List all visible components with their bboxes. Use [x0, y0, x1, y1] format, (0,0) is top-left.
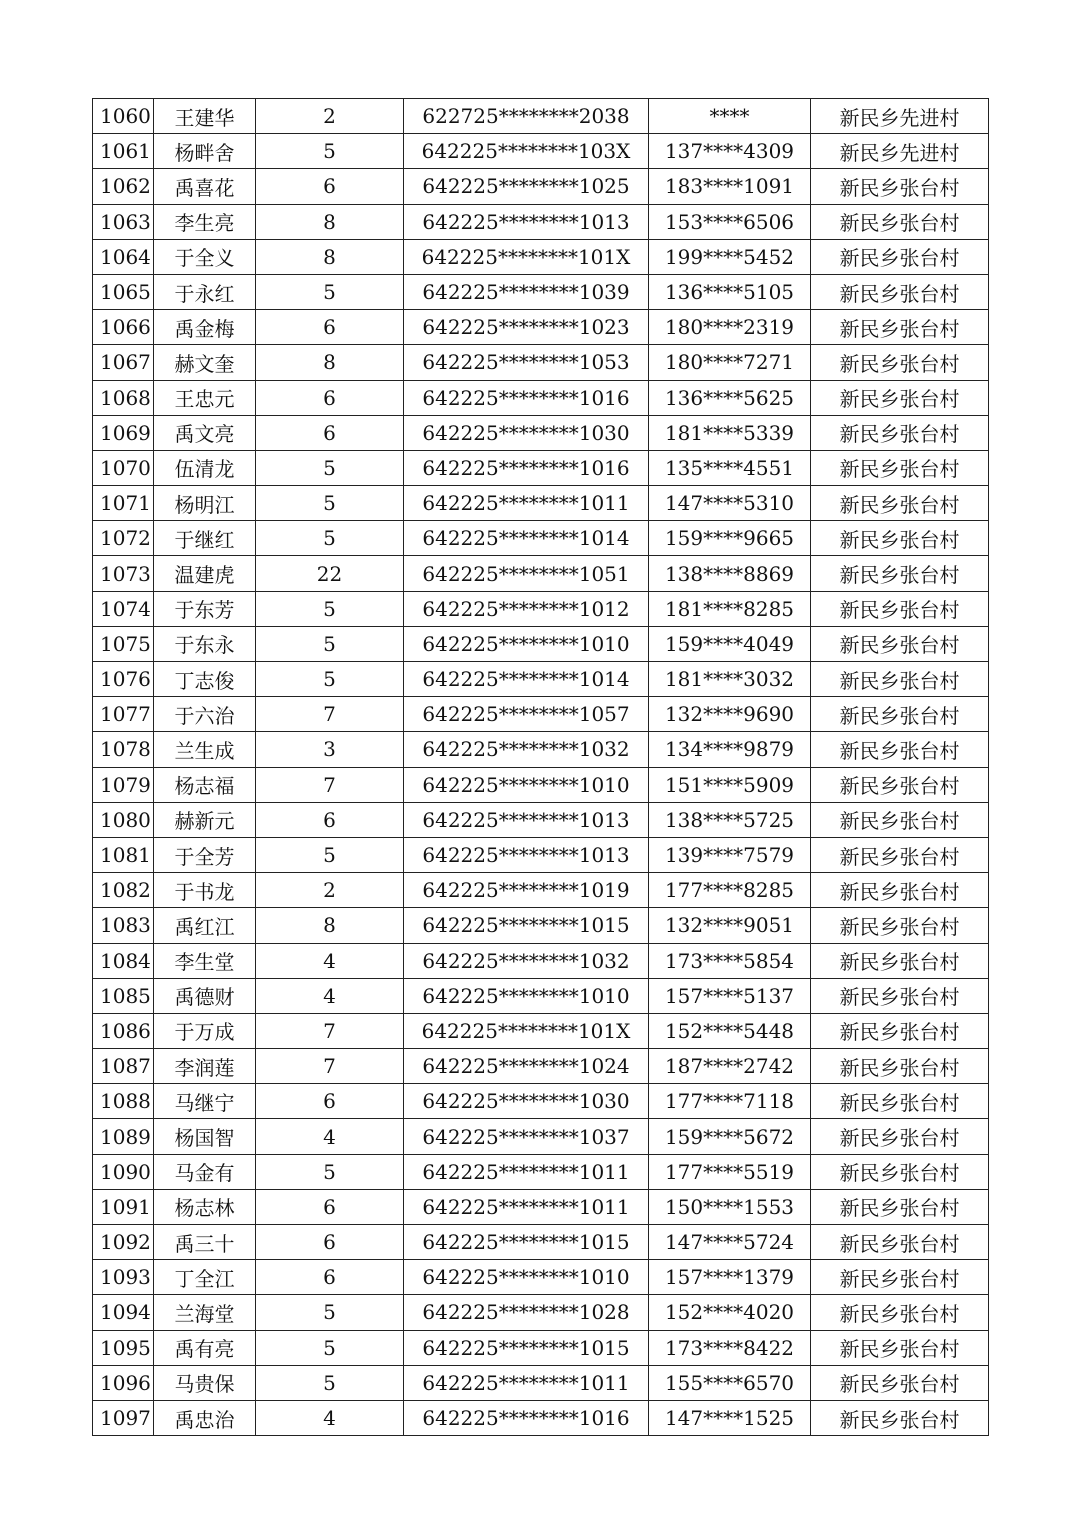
table-row	[93, 1295, 989, 1330]
name-cell: 兰生成	[154, 732, 256, 767]
household-size-cell: 6	[256, 380, 404, 415]
id-number-cell: 642225********1016	[404, 1400, 649, 1435]
address-cell: 新民乡张台村	[811, 837, 989, 872]
address-cell: 新民乡张台村	[811, 310, 989, 345]
table-row	[93, 239, 989, 274]
phone-cell: 139****7579	[649, 837, 811, 872]
phone-cell: 135****4551	[649, 450, 811, 485]
address-cell: 新民乡张台村	[811, 1119, 989, 1154]
phone-cell: 173****5854	[649, 943, 811, 978]
address-cell: 新民乡张台村	[811, 767, 989, 802]
name-cell: 禹德财	[154, 978, 256, 1013]
name-cell: 禹忠治	[154, 1400, 256, 1435]
row-number-cell: 1076	[93, 662, 154, 697]
id-number-cell: 642225********1015	[404, 1330, 649, 1365]
id-number-cell: 642225********1037	[404, 1119, 649, 1154]
id-number-cell: 642225********1013	[404, 204, 649, 239]
id-number-cell: 642225********1012	[404, 591, 649, 626]
row-number-cell: 1090	[93, 1154, 154, 1189]
phone-cell: 147****5310	[649, 486, 811, 521]
name-cell: 兰海堂	[154, 1295, 256, 1330]
id-number-cell: 642225********1030	[404, 1084, 649, 1119]
name-cell: 于书龙	[154, 873, 256, 908]
household-size-cell: 5	[256, 134, 404, 169]
row-number-cell: 1080	[93, 802, 154, 837]
address-cell: 新民乡张台村	[811, 1365, 989, 1400]
table-row	[93, 345, 989, 380]
household-table	[92, 98, 989, 1436]
address-cell: 新民乡张台村	[811, 732, 989, 767]
table-row	[93, 1225, 989, 1260]
address-cell: 新民乡张台村	[811, 697, 989, 732]
household-size-cell: 7	[256, 767, 404, 802]
table-row	[93, 1119, 989, 1154]
table-row	[93, 450, 989, 485]
row-number-cell: 1062	[93, 169, 154, 204]
id-number-cell: 642225********1025	[404, 169, 649, 204]
id-number-cell: 642225********1013	[404, 802, 649, 837]
phone-cell: 138****5725	[649, 802, 811, 837]
phone-cell: 187****2742	[649, 1049, 811, 1084]
phone-cell: 155****6570	[649, 1365, 811, 1400]
household-size-cell: 5	[256, 591, 404, 626]
name-cell: 于东芳	[154, 591, 256, 626]
table-row	[93, 274, 989, 309]
household-size-cell: 6	[256, 802, 404, 837]
table-row	[93, 556, 989, 591]
row-number-cell: 1097	[93, 1400, 154, 1435]
table-row	[93, 908, 989, 943]
household-size-cell: 4	[256, 1400, 404, 1435]
table-row	[93, 415, 989, 450]
phone-cell: 159****4049	[649, 626, 811, 661]
row-number-cell: 1088	[93, 1084, 154, 1119]
row-number-cell: 1068	[93, 380, 154, 415]
id-number-cell: 642225********1032	[404, 943, 649, 978]
address-cell: 新民乡张台村	[811, 1049, 989, 1084]
household-size-cell: 5	[256, 274, 404, 309]
name-cell: 杨国智	[154, 1119, 256, 1154]
name-cell: 于继红	[154, 521, 256, 556]
name-cell: 于全芳	[154, 837, 256, 872]
name-cell: 于六治	[154, 697, 256, 732]
table-row	[93, 1365, 989, 1400]
row-number-cell: 1093	[93, 1260, 154, 1295]
id-number-cell: 642225********1051	[404, 556, 649, 591]
row-number-cell: 1091	[93, 1189, 154, 1224]
phone-cell: 159****9665	[649, 521, 811, 556]
phone-cell: 137****4309	[649, 134, 811, 169]
address-cell: 新民乡张台村	[811, 1189, 989, 1224]
phone-cell: 153****6506	[649, 204, 811, 239]
name-cell: 禹金梅	[154, 310, 256, 345]
name-cell: 于永红	[154, 274, 256, 309]
household-size-cell: 4	[256, 1119, 404, 1154]
address-cell: 新民乡张台村	[811, 1013, 989, 1048]
name-cell: 禹文亮	[154, 415, 256, 450]
row-number-cell: 1069	[93, 415, 154, 450]
id-number-cell: 642225********1016	[404, 450, 649, 485]
address-cell: 新民乡张台村	[811, 380, 989, 415]
row-number-cell: 1064	[93, 239, 154, 274]
id-number-cell: 642225********1032	[404, 732, 649, 767]
phone-cell: 181****8285	[649, 591, 811, 626]
id-number-cell: 622725********2038	[404, 99, 649, 134]
name-cell: 马继宁	[154, 1084, 256, 1119]
phone-cell: 157****1379	[649, 1260, 811, 1295]
id-number-cell: 642225********1030	[404, 415, 649, 450]
row-number-cell: 1081	[93, 837, 154, 872]
name-cell: 李生亮	[154, 204, 256, 239]
phone-cell: 180****2319	[649, 310, 811, 345]
household-size-cell: 6	[256, 1189, 404, 1224]
phone-cell: 177****7118	[649, 1084, 811, 1119]
table-row	[93, 1154, 989, 1189]
phone-cell: 134****9879	[649, 732, 811, 767]
table-row	[93, 662, 989, 697]
table-row	[93, 732, 989, 767]
phone-cell: 152****4020	[649, 1295, 811, 1330]
row-number-cell: 1073	[93, 556, 154, 591]
id-number-cell: 642225********1015	[404, 908, 649, 943]
row-number-cell: 1060	[93, 99, 154, 134]
id-number-cell: 642225********103X	[404, 134, 649, 169]
phone-cell: 181****3032	[649, 662, 811, 697]
household-size-cell: 4	[256, 978, 404, 1013]
address-cell: 新民乡张台村	[811, 556, 989, 591]
id-number-cell: 642225********1010	[404, 978, 649, 1013]
phone-cell: 147****1525	[649, 1400, 811, 1435]
table-row	[93, 1400, 989, 1435]
address-cell: 新民乡张台村	[811, 873, 989, 908]
phone-cell: 180****7271	[649, 345, 811, 380]
household-size-cell: 7	[256, 1013, 404, 1048]
id-number-cell: 642225********1011	[404, 1365, 649, 1400]
household-size-cell: 6	[256, 310, 404, 345]
name-cell: 杨畔舍	[154, 134, 256, 169]
id-number-cell: 642225********1016	[404, 380, 649, 415]
address-cell: 新民乡张台村	[811, 1260, 989, 1295]
id-number-cell: 642225********1023	[404, 310, 649, 345]
id-number-cell: 642225********1057	[404, 697, 649, 732]
address-cell: 新民乡张台村	[811, 591, 989, 626]
row-number-cell: 1067	[93, 345, 154, 380]
id-number-cell: 642225********1014	[404, 662, 649, 697]
address-cell: 新民乡先进村	[811, 134, 989, 169]
phone-cell: 151****5909	[649, 767, 811, 802]
phone-cell: 147****5724	[649, 1225, 811, 1260]
id-number-cell: 642225********1028	[404, 1295, 649, 1330]
table-row	[93, 591, 989, 626]
row-number-cell: 1078	[93, 732, 154, 767]
household-size-cell: 5	[256, 486, 404, 521]
row-number-cell: 1096	[93, 1365, 154, 1400]
household-size-cell: 5	[256, 626, 404, 661]
table-row	[93, 310, 989, 345]
household-size-cell: 22	[256, 556, 404, 591]
name-cell: 伍清龙	[154, 450, 256, 485]
row-number-cell: 1071	[93, 486, 154, 521]
address-cell: 新民乡张台村	[811, 274, 989, 309]
id-number-cell: 642225********1011	[404, 1154, 649, 1189]
household-size-cell: 2	[256, 99, 404, 134]
name-cell: 李生堂	[154, 943, 256, 978]
table-row	[93, 943, 989, 978]
id-number-cell: 642225********1024	[404, 1049, 649, 1084]
row-number-cell: 1065	[93, 274, 154, 309]
phone-cell: 159****5672	[649, 1119, 811, 1154]
address-cell: 新民乡张台村	[811, 802, 989, 837]
row-number-cell: 1066	[93, 310, 154, 345]
table-row	[93, 169, 989, 204]
address-cell: 新民乡张台村	[811, 662, 989, 697]
address-cell: 新民乡张台村	[811, 486, 989, 521]
address-cell: 新民乡张台村	[811, 1330, 989, 1365]
name-cell: 禹喜花	[154, 169, 256, 204]
phone-cell: 136****5105	[649, 274, 811, 309]
table-row	[93, 626, 989, 661]
id-number-cell: 642225********1019	[404, 873, 649, 908]
name-cell: 杨志林	[154, 1189, 256, 1224]
id-number-cell: 642225********101X	[404, 1013, 649, 1048]
name-cell: 赫新元	[154, 802, 256, 837]
table-row	[93, 1084, 989, 1119]
household-size-cell: 5	[256, 1295, 404, 1330]
name-cell: 马金有	[154, 1154, 256, 1189]
household-size-cell: 5	[256, 1154, 404, 1189]
row-number-cell: 1077	[93, 697, 154, 732]
household-size-cell: 8	[256, 204, 404, 239]
phone-cell: 181****5339	[649, 415, 811, 450]
table-row	[93, 837, 989, 872]
id-number-cell: 642225********1010	[404, 767, 649, 802]
id-number-cell: 642225********1039	[404, 274, 649, 309]
household-size-cell: 7	[256, 1049, 404, 1084]
household-size-cell: 6	[256, 1225, 404, 1260]
id-number-cell: 642225********1014	[404, 521, 649, 556]
name-cell: 杨志福	[154, 767, 256, 802]
table-row	[93, 521, 989, 556]
household-size-cell: 7	[256, 697, 404, 732]
household-size-cell: 3	[256, 732, 404, 767]
household-size-cell: 5	[256, 837, 404, 872]
household-size-cell: 2	[256, 873, 404, 908]
household-size-cell: 8	[256, 239, 404, 274]
address-cell: 新民乡张台村	[811, 1400, 989, 1435]
name-cell: 于东永	[154, 626, 256, 661]
id-number-cell: 642225********1013	[404, 837, 649, 872]
row-number-cell: 1084	[93, 943, 154, 978]
name-cell: 王忠元	[154, 380, 256, 415]
phone-cell: 136****5625	[649, 380, 811, 415]
table-row	[93, 134, 989, 169]
id-number-cell: 642225********1011	[404, 486, 649, 521]
table-row	[93, 978, 989, 1013]
table-row	[93, 204, 989, 239]
name-cell: 温建虎	[154, 556, 256, 591]
row-number-cell: 1092	[93, 1225, 154, 1260]
row-number-cell: 1085	[93, 978, 154, 1013]
row-number-cell: 1082	[93, 873, 154, 908]
address-cell: 新民乡张台村	[811, 1154, 989, 1189]
row-number-cell: 1094	[93, 1295, 154, 1330]
household-size-cell: 4	[256, 943, 404, 978]
address-cell: 新民乡张台村	[811, 908, 989, 943]
phone-cell: 177****5519	[649, 1154, 811, 1189]
phone-cell: 183****1091	[649, 169, 811, 204]
phone-cell: 177****8285	[649, 873, 811, 908]
address-cell: 新民乡张台村	[811, 450, 989, 485]
address-cell: 新民乡张台村	[811, 1225, 989, 1260]
household-size-cell: 8	[256, 345, 404, 380]
id-number-cell: 642225********1011	[404, 1189, 649, 1224]
row-number-cell: 1072	[93, 521, 154, 556]
address-cell: 新民乡张台村	[811, 415, 989, 450]
address-cell: 新民乡张台村	[811, 239, 989, 274]
name-cell: 禹红江	[154, 908, 256, 943]
row-number-cell: 1075	[93, 626, 154, 661]
id-number-cell: 642225********1010	[404, 1260, 649, 1295]
id-number-cell: 642225********1053	[404, 345, 649, 380]
name-cell: 丁志俊	[154, 662, 256, 697]
table-row	[93, 99, 989, 134]
id-number-cell: 642225********1015	[404, 1225, 649, 1260]
row-number-cell: 1095	[93, 1330, 154, 1365]
name-cell: 于全义	[154, 239, 256, 274]
row-number-cell: 1074	[93, 591, 154, 626]
household-size-cell: 5	[256, 1330, 404, 1365]
name-cell: 禹三十	[154, 1225, 256, 1260]
phone-cell: 157****5137	[649, 978, 811, 1013]
table-row	[93, 486, 989, 521]
row-number-cell: 1086	[93, 1013, 154, 1048]
name-cell: 禹有亮	[154, 1330, 256, 1365]
address-cell: 新民乡张台村	[811, 169, 989, 204]
phone-cell: 138****8869	[649, 556, 811, 591]
address-cell: 新民乡张台村	[811, 345, 989, 380]
address-cell: 新民乡先进村	[811, 99, 989, 134]
phone-cell: 152****5448	[649, 1013, 811, 1048]
table-row	[93, 767, 989, 802]
household-size-cell: 5	[256, 1365, 404, 1400]
household-size-cell: 6	[256, 415, 404, 450]
table-row	[93, 697, 989, 732]
table-row	[93, 1013, 989, 1048]
name-cell: 丁全江	[154, 1260, 256, 1295]
id-number-cell: 642225********101X	[404, 239, 649, 274]
table-row	[93, 873, 989, 908]
row-number-cell: 1087	[93, 1049, 154, 1084]
row-number-cell: 1061	[93, 134, 154, 169]
row-number-cell: 1070	[93, 450, 154, 485]
address-cell: 新民乡张台村	[811, 978, 989, 1013]
table-row	[93, 1189, 989, 1224]
phone-cell: 132****9690	[649, 697, 811, 732]
name-cell: 于万成	[154, 1013, 256, 1048]
phone-cell: 199****5452	[649, 239, 811, 274]
address-cell: 新民乡张台村	[811, 1084, 989, 1119]
household-size-cell: 5	[256, 662, 404, 697]
household-size-cell: 8	[256, 908, 404, 943]
table-body	[93, 99, 989, 1436]
phone-cell: 150****1553	[649, 1189, 811, 1224]
household-size-cell: 6	[256, 1084, 404, 1119]
row-number-cell: 1089	[93, 1119, 154, 1154]
name-cell: 马贵保	[154, 1365, 256, 1400]
household-size-cell: 5	[256, 521, 404, 556]
phone-cell: 132****9051	[649, 908, 811, 943]
table-row	[93, 380, 989, 415]
name-cell: 赫文奎	[154, 345, 256, 380]
table-row	[93, 802, 989, 837]
address-cell: 新民乡张台村	[811, 204, 989, 239]
address-cell: 新民乡张台村	[811, 1295, 989, 1330]
name-cell: 李润莲	[154, 1049, 256, 1084]
address-cell: 新民乡张台村	[811, 943, 989, 978]
table-row	[93, 1330, 989, 1365]
phone-cell: ****	[649, 99, 811, 134]
phone-cell: 173****8422	[649, 1330, 811, 1365]
address-cell: 新民乡张台村	[811, 626, 989, 661]
household-size-cell: 6	[256, 1260, 404, 1295]
table-row	[93, 1260, 989, 1295]
address-cell: 新民乡张台村	[811, 521, 989, 556]
row-number-cell: 1083	[93, 908, 154, 943]
name-cell: 王建华	[154, 99, 256, 134]
row-number-cell: 1063	[93, 204, 154, 239]
household-size-cell: 5	[256, 450, 404, 485]
row-number-cell: 1079	[93, 767, 154, 802]
household-size-cell: 6	[256, 169, 404, 204]
id-number-cell: 642225********1010	[404, 626, 649, 661]
name-cell: 杨明江	[154, 486, 256, 521]
table-row	[93, 1049, 989, 1084]
